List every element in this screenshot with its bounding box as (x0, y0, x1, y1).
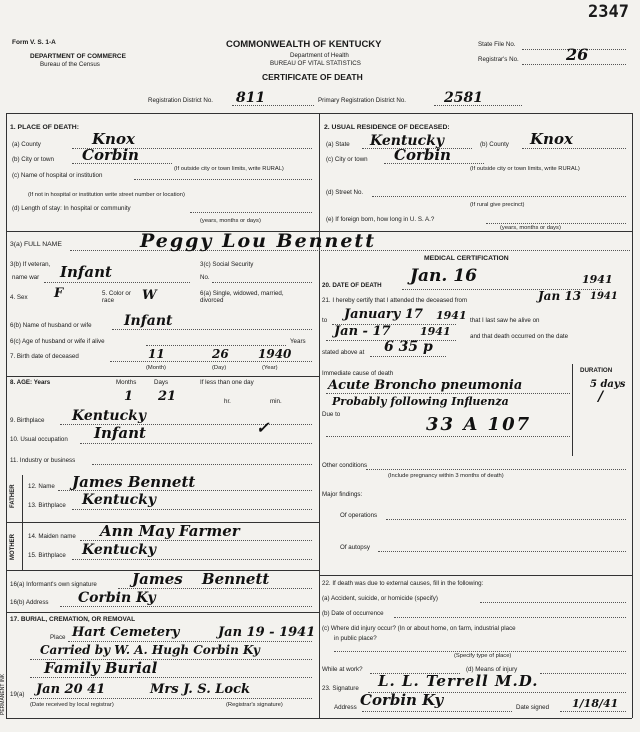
funeral-value: Family Burial (44, 659, 158, 677)
birth-month: 11 (148, 347, 165, 361)
birth-year: 1940 (258, 347, 292, 361)
age-label: 8. AGE: Years (10, 379, 51, 386)
place-hospital-note: (If not in hospital or institution write street number or location) (28, 192, 185, 198)
war-value: Infant (60, 263, 112, 281)
health-dept-label: Department of Health (290, 52, 349, 59)
last-seen-value: Jan - 17 (334, 324, 391, 339)
burial-place-value: Hart Cemetery (72, 625, 180, 640)
death-date-value: Jan. 16 (410, 266, 477, 286)
age-days-label: Days (154, 379, 169, 386)
major-findings-label: Major findings: (322, 491, 363, 498)
under-day-label: If less than one day (200, 379, 254, 386)
residence-state-value: Kentucky (370, 133, 444, 149)
age-months-label: Months (116, 379, 137, 386)
father-name-label: 12. Name (28, 483, 55, 490)
autopsy-label: Of autopsy (340, 544, 370, 551)
date-signed-label: Date signed (516, 704, 550, 711)
filed-date-value: Jan 20 41 (36, 682, 106, 697)
physician-signature: L. L. Terrell M.D. (378, 672, 539, 690)
duration-mark: / (598, 389, 604, 405)
place-city-label: (b) City or town (12, 156, 54, 163)
sex-value: F (54, 286, 64, 301)
cause-secondary-value: Probably following Influenza (332, 395, 509, 408)
physician-address-value: Corbin Ky (360, 691, 444, 709)
mother-birthplace-label: 15. Birthplace (28, 552, 66, 559)
burial-removal-value: Carried by W. A. Hugh Corbin Ky (40, 643, 260, 657)
occupation-check-mark: ✓ (256, 418, 270, 437)
reg-district-label: Registration District No. (148, 97, 213, 104)
medical-cert-heading: MEDICAL CERTIFICATION (424, 255, 509, 262)
residence-city-label: (c) City or town (326, 156, 368, 163)
burial-title: 17. BURIAL, CREMATION, OR REMOVAL (10, 616, 136, 623)
veteran-label: 3(b) If veteran, (10, 261, 51, 268)
place-of-death-title: 1. PLACE OF DEATH: (10, 124, 79, 131)
other-conditions-label: Other conditions (322, 462, 368, 469)
hr-label: hr. (224, 398, 231, 405)
cause-value: Acute Broncho pneumonia (328, 378, 523, 393)
filed-label: 19(a) (10, 691, 25, 698)
spouse-value: Infant (124, 313, 173, 329)
date-signed-value: 1/18/41 (572, 697, 619, 710)
registrar-number: 26 (566, 45, 589, 64)
mother-name-label: 14. Maiden name (28, 533, 76, 540)
registrar-no-label: Registrar's No. (478, 56, 519, 63)
attend-from-value: Jan 13 (538, 289, 582, 303)
last-seen-label: that I last saw he alive on (470, 317, 540, 324)
place-county-value: Knox (92, 130, 135, 148)
spouse-age-label: 6(c) Age of husband or wife if alive (10, 338, 105, 345)
occupation-label: 10. Usual occupation (10, 436, 68, 443)
physician-address-label: Address (334, 704, 357, 711)
commonwealth-title: COMMONWEALTH OF KENTUCKY (226, 39, 382, 50)
attend-to-value: January 17 (344, 307, 423, 322)
public-place-label: in public place? (334, 635, 377, 642)
spouse-label: 6(b) Name of husband or wife (10, 322, 92, 329)
at-work-label: While at work? (322, 666, 363, 673)
place-city-value: Corbin (82, 146, 139, 164)
burial-place-label: Place (50, 634, 66, 641)
burial-date-value: Jan 19 - 1941 (218, 625, 316, 640)
place-stay-units: (years, months or days) (200, 218, 261, 224)
birth-day-caption: (Day) (212, 365, 227, 371)
death-time-value: 6 35 p (384, 339, 433, 355)
primary-district-label: Primary Registration District No. (318, 97, 407, 104)
duration-label: DURATION (580, 367, 613, 374)
birth-date-label: 7. Birth date of deceased (10, 353, 79, 360)
specify-place-note: (Specify type of place) (454, 653, 512, 659)
certify-label: 21. I hereby certify that I attended the deceased from (322, 297, 468, 304)
residence-county-label: (b) County (480, 141, 509, 148)
vital-stats-label: BUREAU OF VITAL STATISTICS (270, 60, 361, 67)
spouse-years-label: Years (290, 338, 306, 345)
mother-birthplace-value: Kentucky (82, 542, 156, 558)
permanent-ink-side-label: PERMANENT INK (0, 673, 6, 715)
informant-value: James Bennett (132, 570, 270, 588)
due-to-value: 33 A 107 (426, 414, 532, 435)
occurrence-label: (b) Date of occurrence (322, 610, 384, 617)
marital-label: 6(a) Single, widowed, married, divorced (200, 290, 284, 305)
birthplace-value: Kentucky (72, 408, 146, 424)
industry-label: 11. Industry or business (10, 457, 76, 464)
means-of-injury-label: (d) Means of injury (466, 666, 518, 673)
external-causes-label: 22. If death was due to external causes, fill in the following: (322, 580, 484, 587)
father-birthplace-label: 13. Birthplace (28, 502, 66, 509)
birth-day: 26 (212, 347, 229, 361)
residence-street-note: (If rural give precinct) (470, 202, 525, 208)
place-county-label: (a) County (12, 141, 41, 148)
residence-city-value: Corbin (394, 146, 451, 164)
place-stay-label: (d) Length of stay: In hospital or community (12, 205, 131, 212)
war-label: name war (12, 274, 40, 281)
race-label: 5. Color or race (102, 290, 131, 305)
stated-above-label: stated above at (322, 349, 365, 356)
place-hospital-label: (c) Name of hospital or institution (12, 172, 103, 179)
residence-state-label: (a) State (326, 141, 350, 148)
birth-year-caption: (Year) (262, 365, 278, 371)
death-year-value: 1941 (582, 273, 613, 286)
min-label: min. (270, 398, 282, 405)
sex-label: 4. Sex (10, 294, 28, 301)
attend-from-year: 1941 (590, 291, 618, 302)
cause-label: Immediate cause of death (322, 370, 394, 377)
residence-street-label: (d) Street No. (326, 189, 364, 196)
bureau-label: Bureau of the Census (40, 61, 100, 68)
informant-label: 16(a) Informant's own signature (10, 581, 97, 588)
form-number: Form V. S. 1-A (12, 39, 56, 46)
residence-county-value: Knox (530, 130, 573, 148)
residence-foreign-units: (years, months or days) (500, 225, 561, 231)
physician-signature-label: 23. Signature (322, 685, 359, 692)
full-name-label: 3(a) FULL NAME (10, 241, 62, 248)
due-to-label: Due to (322, 411, 341, 418)
occupation-value: Infant (94, 424, 146, 442)
informant-address-label: 16(b) Address (10, 599, 49, 606)
death-occurred-label: and that death occurred on the date (470, 333, 569, 340)
residence-foreign-label: (e) If foreign born, how long in U. S. A.? (326, 216, 435, 223)
full-name-value: Peggy Lou Bennett (140, 230, 376, 252)
age-days-value: 21 (158, 389, 177, 404)
duration-value: 5 days (590, 379, 626, 390)
primary-district-number: 2581 (444, 90, 483, 106)
birthplace-label: 9. Birthplace (10, 417, 45, 424)
attend-to-year: 1941 (436, 309, 467, 322)
operations-label: Of operations (340, 512, 378, 519)
death-date-label: 20. DATE OF DEATH (322, 282, 382, 289)
filed-note: (Date received by local registrar) (30, 702, 114, 708)
certificate-title: CERTIFICATE OF DEATH (262, 72, 363, 82)
last-seen-year: 1941 (420, 325, 451, 338)
mother-side-label: MOTHER (10, 534, 16, 560)
state-file-label: State File No. (478, 41, 516, 48)
mother-name-value: Ann May Farmer (100, 522, 240, 540)
father-name-value: James Bennett (72, 473, 196, 491)
place-city-note: (If outside city or town limits, write RURAL) (174, 166, 284, 172)
accident-label: (a) Accident, suicide, or homicide (specify) (322, 595, 438, 602)
certificate-number-stamp: 2347 (588, 2, 629, 22)
residence-city-note: (If outside city or town limits, write RURAL) (470, 166, 580, 172)
local-registrar-signature: Mrs J. S. Lock (150, 682, 250, 697)
social-security-no-label: No. (200, 274, 210, 281)
residence-title: 2. USUAL RESIDENCE OF DECEASED: (324, 124, 450, 131)
registrar-signature-note: (Registrar's signature) (226, 702, 283, 708)
father-side-label: FATHER (10, 484, 16, 508)
pregnancy-note: (Include pregnancy within 3 months of death) (388, 473, 504, 479)
race-value: W (142, 288, 157, 303)
social-security-label: 3(c) Social Security (200, 261, 254, 268)
informant-address-value: Corbin Ky (78, 590, 156, 606)
injury-place-label: (c) Where did injury occur? (In or about home, on farm, industrial place (322, 625, 516, 632)
father-birthplace-value: Kentucky (82, 492, 156, 508)
age-months-value: 1 (124, 389, 134, 404)
reg-district-number: 811 (236, 90, 266, 106)
department-label: DEPARTMENT OF COMMERCE (30, 53, 126, 60)
attend-to-label: to (322, 317, 328, 324)
birth-month-caption: (Month) (146, 365, 166, 371)
